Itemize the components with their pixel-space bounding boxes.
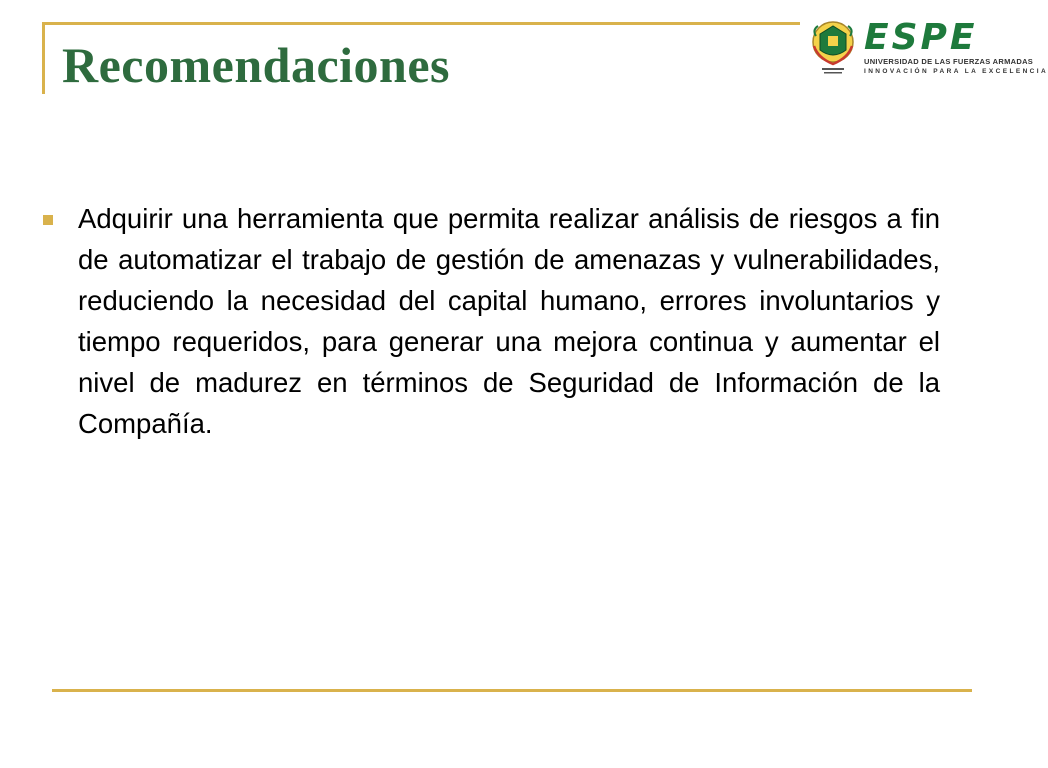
decorative-bracket-vertical <box>42 22 45 94</box>
espe-logo <box>808 17 1048 78</box>
slide-title: Recomendaciones <box>62 37 450 93</box>
footer-divider <box>52 689 972 692</box>
decorative-bracket-horizontal <box>42 22 800 25</box>
bullet-item <box>40 198 940 444</box>
bullet-text: Adquirir una herramienta que permita realizar análisis de riesgos a fin de automatizar el trabajo de gestión de amenazas y vulnerabilidades, reduciendo la necesidad del capital humano, errores involuntarios y tiempo requeridos, para generar una mejora continua y aumentar el nivel de madurez en términos de Seguridad de Información de la Compañía. <box>78 203 940 439</box>
logo-subtitle: UNIVERSIDAD DE LAS FUERZAS ARMADAS <box>864 57 1034 66</box>
slide-body <box>40 198 940 444</box>
logo-tagline: INNOVACIÓN PARA LA EXCELENCIA <box>864 68 1048 75</box>
square-bullet-icon <box>43 215 53 225</box>
university-seal-icon <box>808 18 858 78</box>
logo-wordmark: ESPE <box>864 17 978 58</box>
